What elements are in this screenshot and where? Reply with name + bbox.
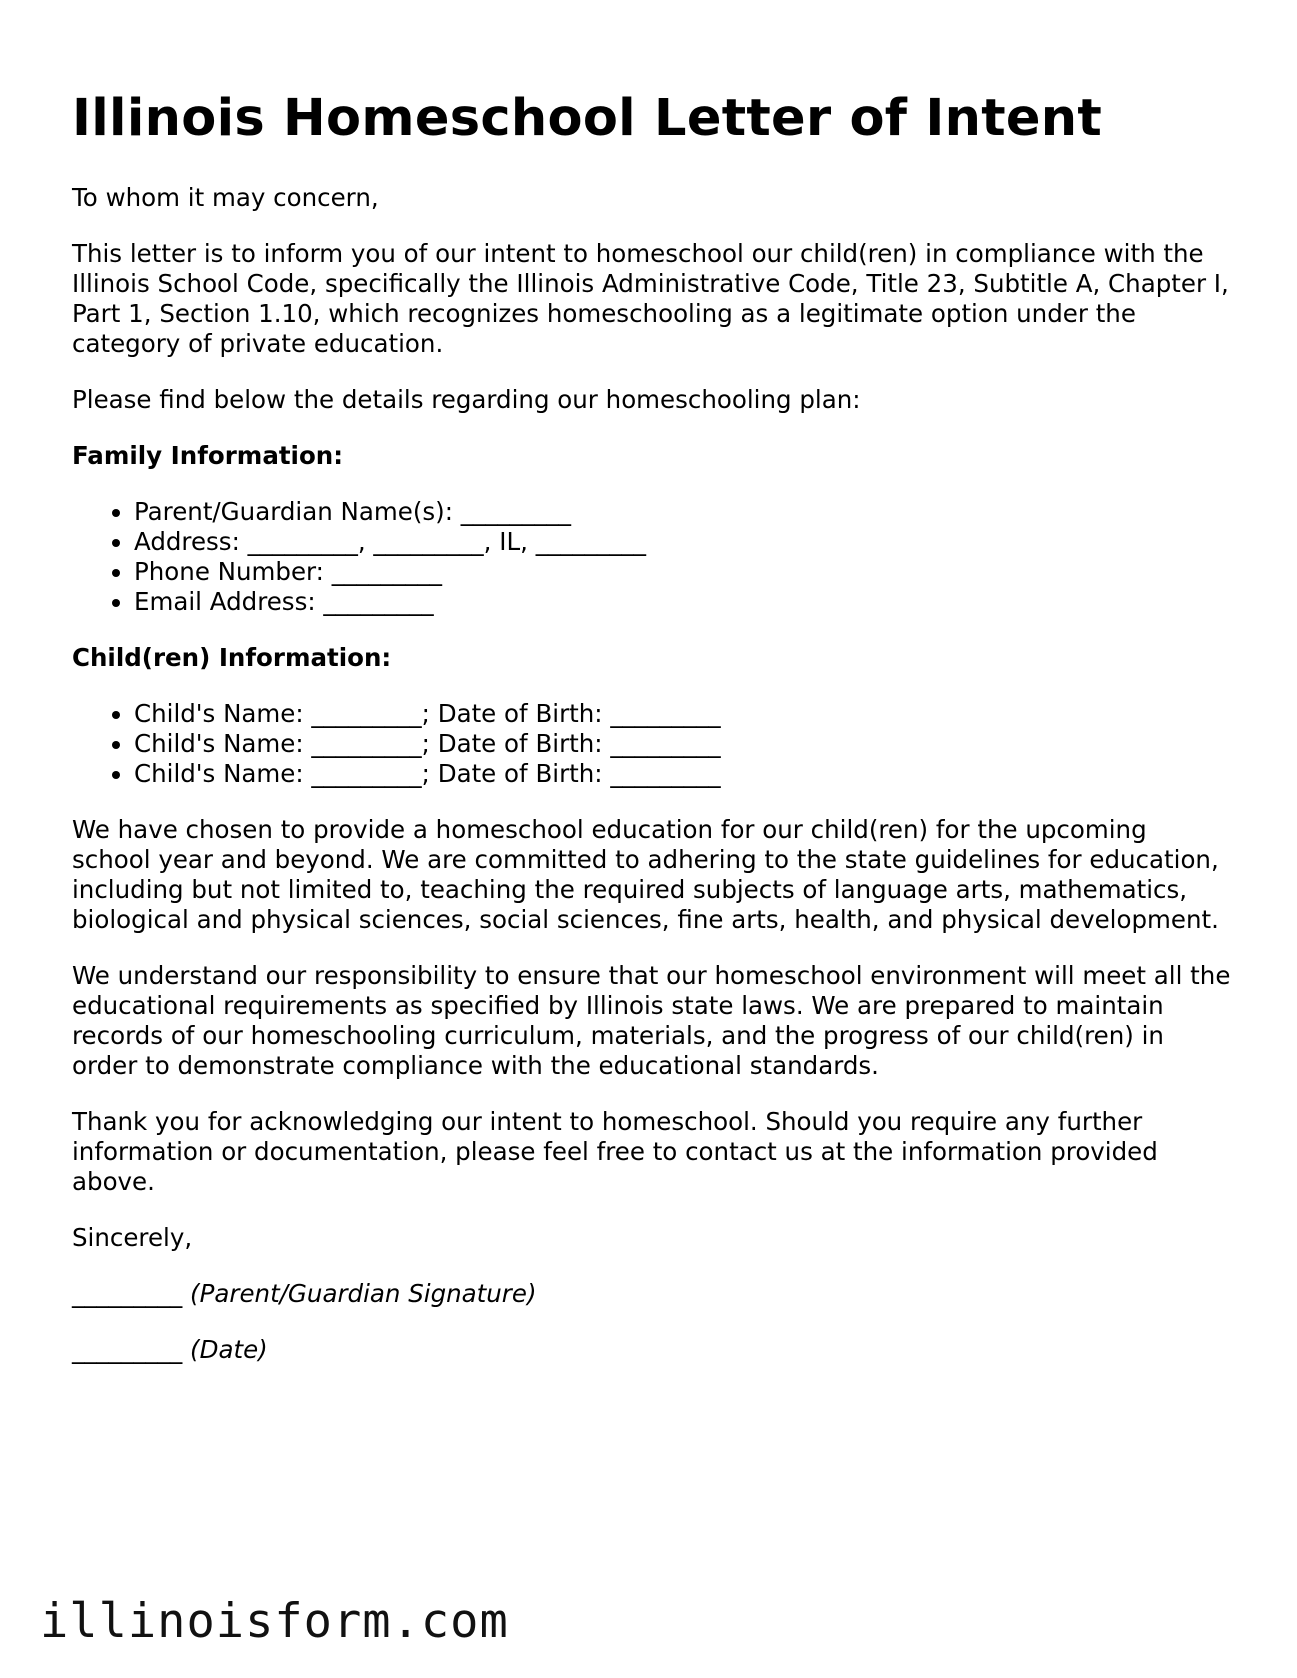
parent-name-item: • Parent/Guardian Name(s): _________ — [134, 497, 1232, 527]
phone-item: • Phone Number: _________ — [134, 557, 1232, 587]
intro-paragraph: This letter is to inform you of our intent to homeschool our child(ren) in compliance with the Illinois School Code, specifically the Illinois Administrative Code, Title 23, Subtitle A, Chapter I, Part 1, Section 1.10, which recognizes homeschooling as a legitimate option under the category of private education. — [72, 239, 1229, 359]
page-title: Illinois Homeschool Letter of Intent — [72, 89, 1103, 148]
footer-watermark: illinoisform.com — [40, 1594, 509, 1649]
family-info-list — [72, 497, 1232, 617]
child-item: • Child's Name: _________; Date of Birth: _________ — [134, 759, 1232, 789]
signature-blank: _________ — [72, 1279, 183, 1309]
date-label: (Date) — [190, 1335, 268, 1365]
children-info-list — [72, 699, 1232, 789]
child-item: • Child's Name: _________; Date of Birth: _________ — [134, 729, 1232, 759]
date-blank: _________ — [72, 1335, 183, 1365]
email-item: • Email Address: _________ — [134, 587, 1232, 617]
salutation: To whom it may concern, — [72, 183, 379, 213]
child-item: • Child's Name: _________; Date of Birth: _________ — [134, 699, 1232, 729]
address-item: • Address: _________, _________, IL, _________ — [134, 527, 1232, 557]
commitment-paragraph: We have chosen to provide a homeschool education for our child(ren) for the upcoming school year and beyond. We are committed to adhering to the state guidelines for education, including but not limited to, teaching the required subjects of language arts, mathematics, biological and physical sciences, social sciences, fine arts, health, and physical development. — [72, 815, 1219, 935]
responsibility-paragraph: We understand our responsibility to ensure that our homeschool environment will meet all the educational requirements as specified by Illinois state laws. We are prepared to maintain records of our homeschooling curriculum, materials, and the progress of our child(ren) in order to demonstrate compliance with the educational standards. — [72, 961, 1231, 1081]
family-info-heading: Family Information: — [72, 441, 344, 471]
signature-label: (Parent/Guardian Signature) — [190, 1279, 537, 1309]
details-intro: Please find below the details regarding our homeschooling plan: — [72, 385, 861, 415]
letter-document — [72, 88, 1232, 1391]
signature-line — [72, 1279, 1232, 1309]
sign-off: Sincerely, — [72, 1223, 193, 1253]
date-line — [72, 1335, 1232, 1365]
children-info-heading: Child(ren) Information: — [72, 643, 392, 673]
closing-paragraph: Thank you for acknowledging our intent to homeschool. Should you require any further information or documentation, please feel free to contact us at the information provided above. — [72, 1107, 1158, 1197]
